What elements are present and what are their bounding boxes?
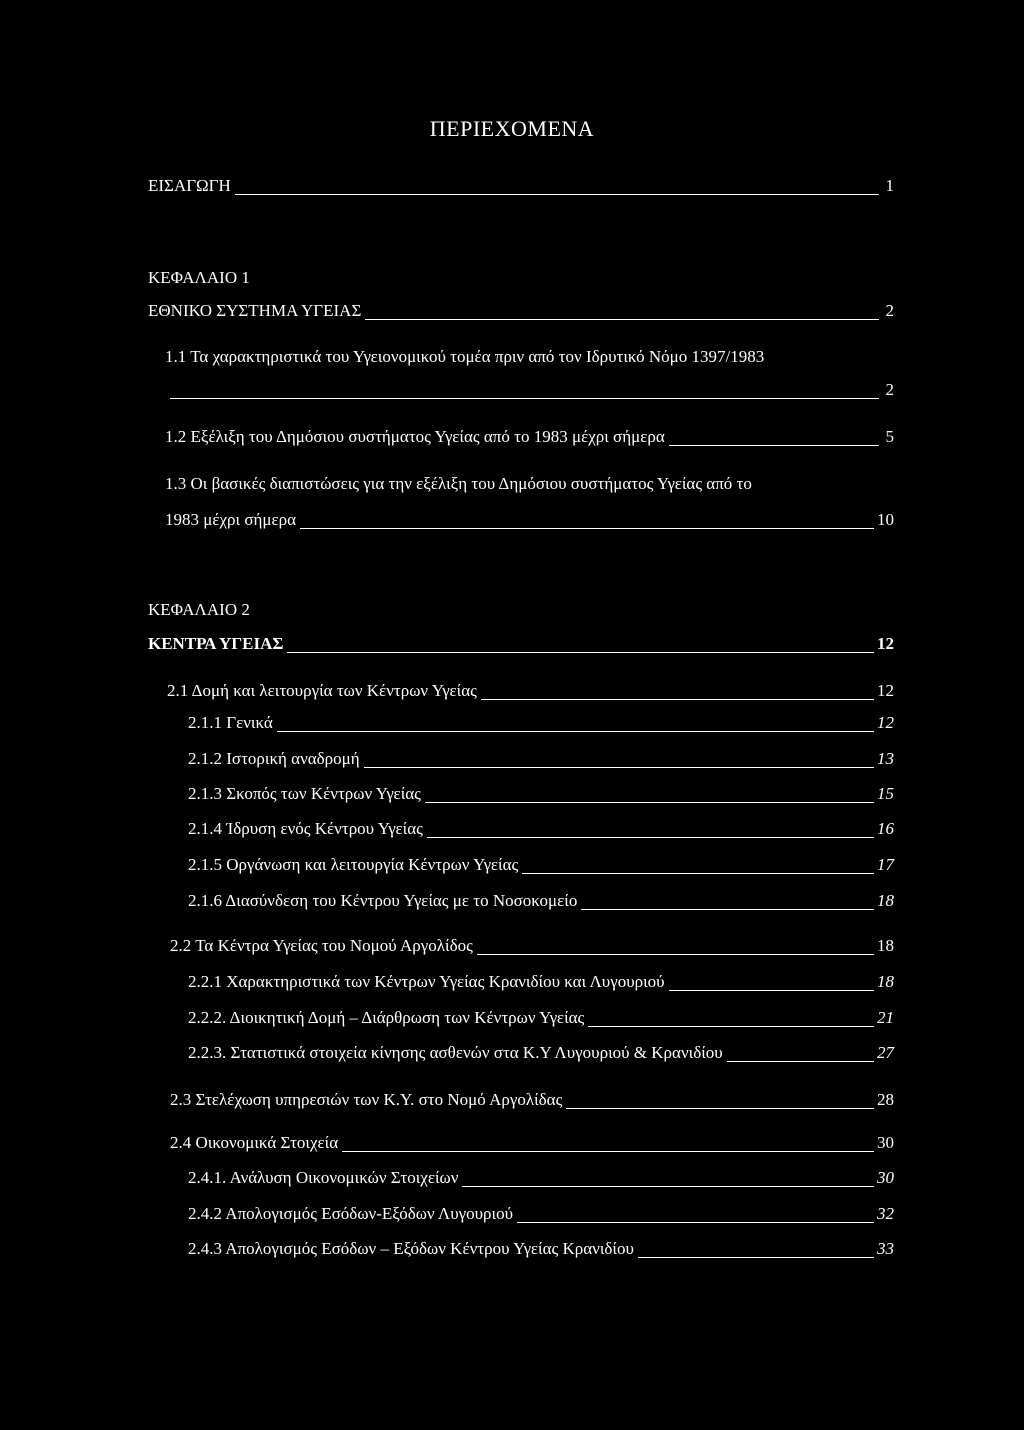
toc-entry-page: 21 xyxy=(877,1008,894,1027)
toc-entry-page: 28 xyxy=(877,1090,894,1109)
dot-leader xyxy=(170,397,879,399)
dot-leader xyxy=(727,1060,874,1062)
toc-entry-page: 12 xyxy=(877,634,894,653)
dot-leader xyxy=(342,1150,874,1152)
dot-leader xyxy=(300,527,874,529)
dot-leader xyxy=(669,989,874,991)
dot-leader xyxy=(235,193,879,195)
toc-entry-text: 2.4.2 Απολογισμός Εσόδων-Εξόδων Λυγουριού xyxy=(188,1204,514,1223)
toc-entry-text: 2.1.4 Ίδρυση ενός Κέντρου Υγείας xyxy=(188,819,423,838)
dot-leader xyxy=(669,444,879,446)
toc-entry-page: 15 xyxy=(877,784,894,803)
toc-entry-text: 2.1.2 Ιστορική αναδρομή xyxy=(188,749,360,768)
toc-entry-page: 30 xyxy=(877,1168,894,1187)
toc-entry-page: 27 xyxy=(877,1043,894,1062)
toc-entry-page: 17 xyxy=(877,855,894,874)
dot-leader xyxy=(581,908,874,910)
toc-entry-page: 2 xyxy=(885,301,894,320)
toc-entry-chapter-1[interactable] xyxy=(148,301,894,325)
toc-entry-text: 2.4.1. Ανάλυση Οικονομικών Στοιχείων xyxy=(188,1168,459,1187)
page-title: ΠΕΡΙΕΧΟΜΕΝΑ xyxy=(429,116,595,141)
toc-entry-page: 30 xyxy=(877,1133,894,1152)
toc-entry[interactable] xyxy=(167,681,894,705)
toc-entry-1-1-text[interactable]: 1.1 Τα χαρακτηριστικά του Υγειονομικού τομέα πριν από τον Ιδρυτικό Νόμο 1397/1983 xyxy=(165,347,765,366)
toc-entry[interactable] xyxy=(188,713,894,737)
toc-entry[interactable] xyxy=(170,936,894,960)
toc-entry-page: 13 xyxy=(877,749,894,768)
toc-entry-1-3[interactable] xyxy=(165,510,894,534)
toc-entry-text: ΚΕΝΤΡΑ ΥΓΕΙΑΣ xyxy=(148,634,284,653)
toc-entry[interactable] xyxy=(188,784,894,808)
dot-leader xyxy=(287,651,874,653)
toc-entry-page: 33 xyxy=(877,1239,894,1258)
toc-entry[interactable] xyxy=(188,1008,894,1032)
toc-entry-page: 18 xyxy=(877,972,894,991)
toc-entry-1-1-leader-line[interactable] xyxy=(170,380,894,404)
toc-entry-text: 1983 μέχρι σήμερα xyxy=(165,510,297,529)
toc-entry[interactable] xyxy=(188,749,894,773)
toc-entry-page: 1 xyxy=(885,176,894,195)
toc-entry-text: 1.2 Εξέλιξη του Δημόσιου συστήματος Υγείας από το 1983 μέχρι σήμερα xyxy=(165,427,665,446)
toc-entry-text: 2.3 Στελέχωση υπηρεσιών των Κ.Υ. στο Νομό Αργολίδας xyxy=(170,1090,563,1109)
toc-entry-text: 2.4.3 Απολογισμός Εσόδων – Εξόδων Κέντρου Υγείας Κρανιδίου xyxy=(188,1239,634,1258)
toc-entry-text: 2.1.3 Σκοπός των Κέντρων Υγείας xyxy=(188,784,421,803)
toc-entry[interactable] xyxy=(170,1090,894,1114)
dot-leader xyxy=(522,872,874,874)
toc-entry-page: 10 xyxy=(877,510,894,529)
toc-entry-page: 5 xyxy=(885,427,894,446)
dot-leader xyxy=(364,766,874,768)
toc-entry-text: 2.2.3. Στατιστικά στοιχεία κίνησης ασθενών στα Κ.Υ Λυγουριού & Κρανιδίου xyxy=(188,1043,723,1062)
toc-entry[interactable] xyxy=(188,972,894,996)
toc-entry-text: 2.4 Οικονομικά Στοιχεία xyxy=(170,1133,339,1152)
toc-entry-page: 12 xyxy=(877,713,894,732)
toc-entry-page: 16 xyxy=(877,819,894,838)
toc-entry-page: 18 xyxy=(877,936,894,955)
dot-leader xyxy=(517,1221,874,1223)
toc-entry-page: 12 xyxy=(877,681,894,700)
toc-entry-1-3-line1[interactable]: 1.3 Οι βασικές διαπιστώσεις για την εξέλιξη του Δημόσιου συστήματος Υγείας από το xyxy=(165,474,752,493)
dot-leader xyxy=(638,1256,874,1258)
toc-entry-text: 2.2 Τα Κέντρα Υγείας του Νομού Αργολίδος xyxy=(170,936,473,955)
dot-leader xyxy=(588,1025,874,1027)
dot-leader xyxy=(566,1107,874,1109)
toc-entry[interactable] xyxy=(188,819,894,843)
toc-entry[interactable] xyxy=(188,1204,894,1228)
dot-leader xyxy=(425,801,874,803)
toc-entry-chapter-2[interactable] xyxy=(148,634,894,658)
chapter-1-label: ΚΕΦΑΛΑΙΟ 1 xyxy=(148,268,250,287)
dot-leader xyxy=(365,318,879,320)
toc-entry-text: 2.2.2. Διοικητική Δομή – Διάρθρωση των Κέντρων Υγείας xyxy=(188,1008,585,1027)
dot-leader xyxy=(427,836,874,838)
chapter-2-label: ΚΕΦΑΛΑΙΟ 2 xyxy=(148,600,250,619)
toc-entry-1-2[interactable] xyxy=(165,427,894,451)
toc-entry-intro[interactable] xyxy=(148,176,894,200)
dot-leader xyxy=(481,698,874,700)
toc-entry-text: ΕΙΣΑΓΩΓΗ xyxy=(148,176,231,195)
dot-leader xyxy=(277,730,874,732)
toc-entry-text: ΕΘΝΙΚΟ ΣΥΣΤΗΜΑ ΥΓΕΙΑΣ xyxy=(148,301,362,320)
toc-entry[interactable] xyxy=(188,891,894,915)
toc-entry-text: 2.2.1 Χαρακτηριστικά των Κέντρων Υγείας Κρανιδίου και Λυγουριού xyxy=(188,972,665,991)
toc-entry[interactable] xyxy=(188,1168,894,1192)
toc-entry-text: 2.1 Δομή και λειτουργία των Κέντρων Υγείας xyxy=(167,681,477,700)
toc-entry-text: 2.1.6 Διασύνδεση του Κέντρου Υγείας με το Νοσοκομείο xyxy=(188,891,578,910)
dot-leader xyxy=(462,1185,874,1187)
toc-entry-page: 32 xyxy=(877,1204,894,1223)
dot-leader xyxy=(477,953,874,955)
toc-entry[interactable] xyxy=(188,855,894,879)
toc-entry[interactable] xyxy=(170,1133,894,1157)
toc-entry[interactable] xyxy=(188,1239,894,1263)
toc-entry-text: 2.1.1 Γενικά xyxy=(188,713,273,732)
toc-entry-page: 2 xyxy=(885,380,894,399)
toc-entry-text: 2.1.5 Οργάνωση και λειτουργία Κέντρων Υγείας xyxy=(188,855,519,874)
toc-entry-page: 18 xyxy=(877,891,894,910)
toc-entry[interactable] xyxy=(188,1043,894,1067)
